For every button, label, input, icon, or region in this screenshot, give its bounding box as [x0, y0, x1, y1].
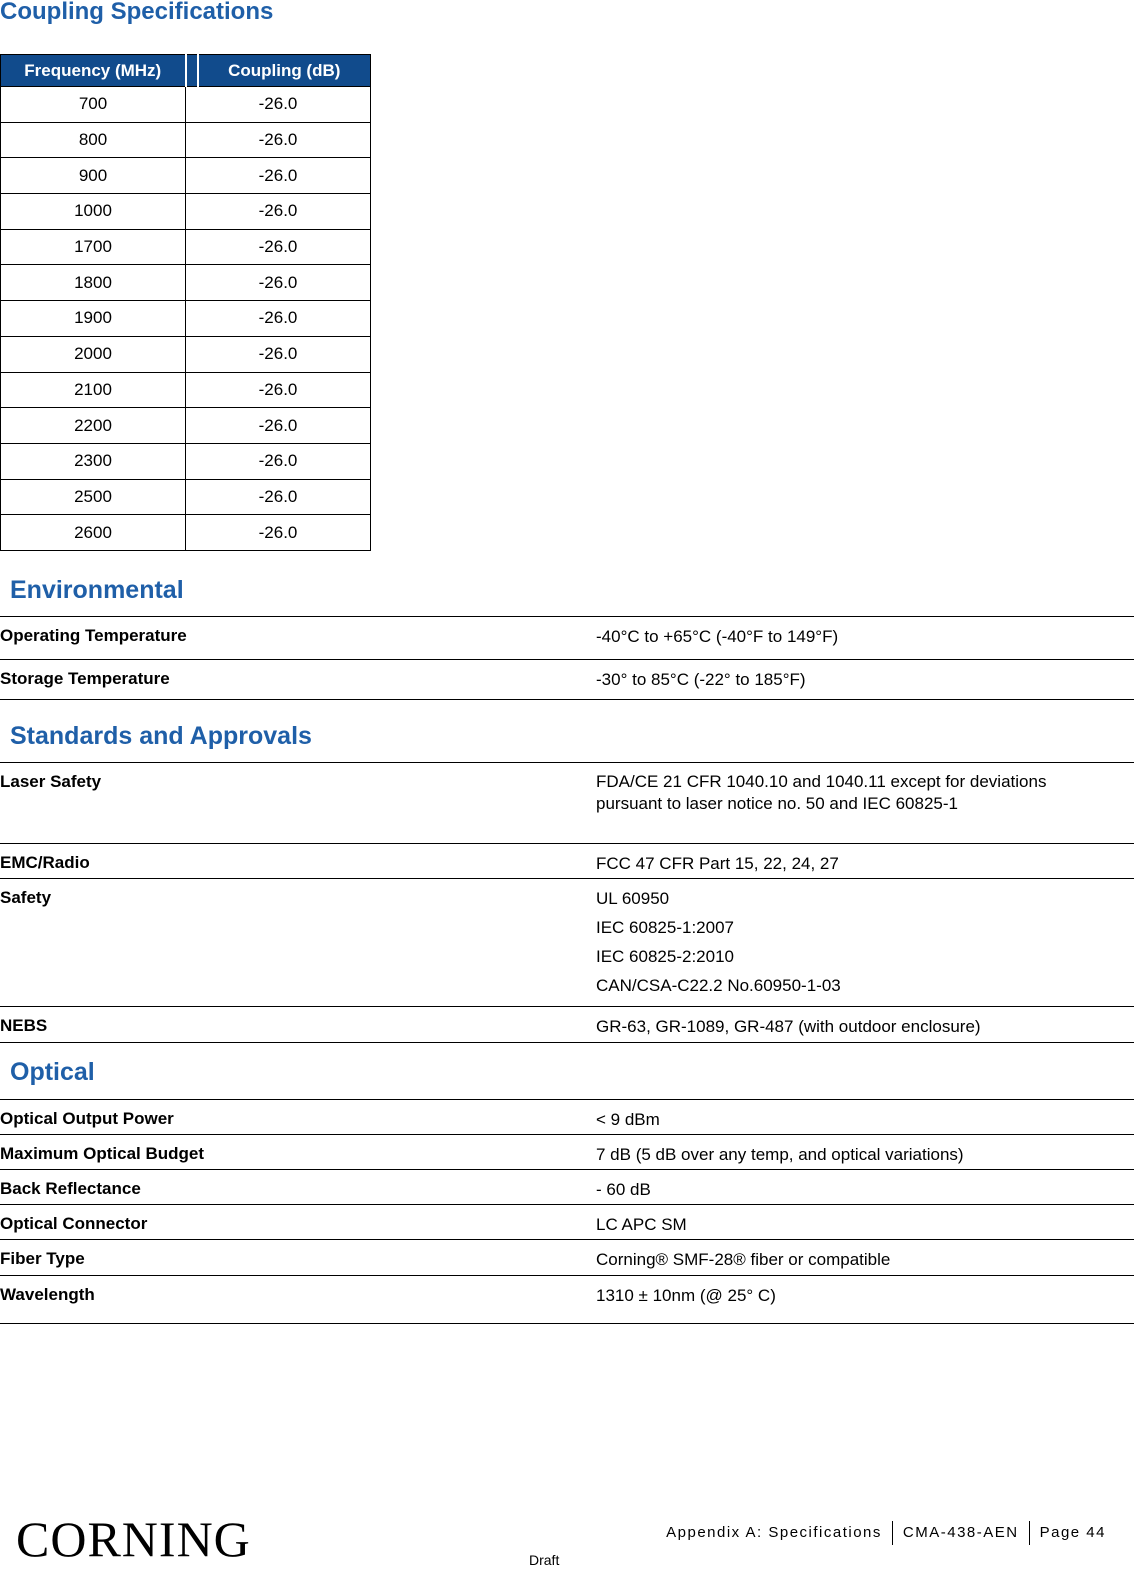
- table-row: [0, 1170, 1134, 1205]
- frequency-cell: 2100: [1, 372, 186, 408]
- spec-value: - 60 dB: [596, 1170, 1134, 1205]
- frequency-cell: 2300: [1, 443, 186, 479]
- spec-value: 1310 ± 10nm (@ 25° C): [596, 1276, 1134, 1324]
- coupling-cell: -26.0: [186, 515, 371, 551]
- table-row: [1, 87, 371, 123]
- coupling-table: [0, 54, 371, 551]
- footer-doc-number: CMA-438-AEN: [902, 1523, 1019, 1541]
- environmental-title: Environmental: [10, 576, 184, 604]
- table-row: [1, 515, 371, 551]
- coupling-cell: -26.0: [186, 336, 371, 372]
- coupling-cell: -26.0: [186, 122, 371, 158]
- frequency-cell: 2600: [1, 515, 186, 551]
- spec-value: 7 dB (5 dB over any temp, and optical variations): [596, 1135, 1134, 1170]
- spec-label: Back Reflectance: [0, 1170, 596, 1205]
- table-row: [1, 194, 371, 230]
- table-row: [1, 265, 371, 301]
- table-row: [0, 1007, 1134, 1043]
- coupling-cell: -26.0: [186, 265, 371, 301]
- table-row: [1, 408, 371, 444]
- spec-label: Optical Output Power: [0, 1100, 596, 1135]
- spec-value: Corning® SMF-28® fiber or compatible: [596, 1240, 1134, 1276]
- spec-label: Optical Connector: [0, 1205, 596, 1240]
- table-row: [0, 1205, 1134, 1240]
- table-row: [0, 763, 1134, 844]
- frequency-cell: 2200: [1, 408, 186, 444]
- table-row: [1, 372, 371, 408]
- spec-label: NEBS: [0, 1007, 596, 1043]
- coupling-cell: -26.0: [186, 443, 371, 479]
- draft-watermark: Draft: [529, 1552, 560, 1568]
- table-row: [0, 1276, 1134, 1324]
- table-row: [0, 844, 1134, 879]
- frequency-cell: 900: [1, 158, 186, 194]
- coupling-cell: -26.0: [186, 229, 371, 265]
- optical-table: [0, 1099, 1134, 1324]
- coupling-cell: -26.0: [186, 301, 371, 337]
- safety-standard: UL 60950: [596, 889, 670, 908]
- table-row: [0, 879, 1134, 1007]
- table-row: [1, 158, 371, 194]
- coupling-title: Coupling Specifications: [0, 0, 274, 25]
- coupling-cell: -26.0: [186, 479, 371, 515]
- table-row: [1, 301, 371, 337]
- spec-value: -30° to 85°C (-22° to 185°F): [596, 660, 1134, 700]
- col-header-frequency: Frequency (MHz): [1, 55, 186, 87]
- safety-standard: IEC 60825-1:2007: [596, 918, 734, 937]
- footer-divider: [1029, 1521, 1030, 1545]
- spec-label: EMC/Radio: [0, 844, 596, 879]
- frequency-cell: 800: [1, 122, 186, 158]
- spec-label: Wavelength: [0, 1276, 596, 1324]
- footer-divider: [892, 1521, 893, 1545]
- table-row: [1, 443, 371, 479]
- spec-value: -40°C to +65°C (-40°F to 149°F): [596, 617, 1134, 660]
- standards-title: Standards and Approvals: [10, 722, 312, 750]
- safety-standard: CAN/CSA-C22.2 No.60950-1-03: [596, 976, 841, 995]
- corning-logo: CORNING: [16, 1511, 251, 1567]
- coupling-cell: -26.0: [186, 372, 371, 408]
- environmental-table: [0, 616, 1134, 700]
- table-row: [0, 660, 1134, 700]
- frequency-cell: 1000: [1, 194, 186, 230]
- standards-table: [0, 762, 1134, 1043]
- coupling-cell: -26.0: [186, 158, 371, 194]
- coupling-cell: -26.0: [186, 194, 371, 230]
- col-header-coupling: Coupling (dB): [198, 55, 371, 87]
- spec-value: FDA/CE 21 CFR 1040.10 and 1040.11 except for deviations pursuant to laser notice no. 50 and IEC 60825-1: [596, 763, 1134, 844]
- frequency-cell: 1800: [1, 265, 186, 301]
- footer-page-number: Page 44: [1039, 1523, 1106, 1541]
- footer-section: Appendix A: Specifications: [666, 1523, 882, 1541]
- coupling-cell: -26.0: [186, 408, 371, 444]
- table-row: [0, 1240, 1134, 1276]
- spec-label: Operating Temperature: [0, 617, 596, 660]
- spec-label: Safety: [0, 879, 596, 1007]
- frequency-cell: 1900: [1, 301, 186, 337]
- header-separator: [186, 55, 198, 87]
- optical-title: Optical: [10, 1058, 95, 1086]
- spec-value: FCC 47 CFR Part 15, 22, 24, 27: [596, 844, 1134, 879]
- table-row: [0, 1135, 1134, 1170]
- table-row: [0, 617, 1134, 660]
- spec-label: Storage Temperature: [0, 660, 596, 700]
- frequency-cell: 1700: [1, 229, 186, 265]
- table-row: [1, 229, 371, 265]
- frequency-cell: 2000: [1, 336, 186, 372]
- spec-value: < 9 dBm: [596, 1100, 1134, 1135]
- page-footer: [666, 1521, 1106, 1545]
- table-row: [1, 479, 371, 515]
- coupling-cell: -26.0: [186, 87, 371, 123]
- spec-label: Laser Safety: [0, 763, 596, 844]
- spec-value: GR-63, GR-1089, GR-487 (with outdoor enclosure): [596, 1007, 1134, 1043]
- spec-label: Maximum Optical Budget: [0, 1135, 596, 1170]
- safety-standard: IEC 60825-2:2010: [596, 947, 734, 966]
- table-row: [1, 336, 371, 372]
- table-row: [0, 1100, 1134, 1135]
- spec-label: Fiber Type: [0, 1240, 596, 1276]
- table-row: [1, 122, 371, 158]
- frequency-cell: 700: [1, 87, 186, 123]
- spec-value: LC APC SM: [596, 1205, 1134, 1240]
- frequency-cell: 2500: [1, 479, 186, 515]
- spec-value-list: [596, 879, 1134, 1007]
